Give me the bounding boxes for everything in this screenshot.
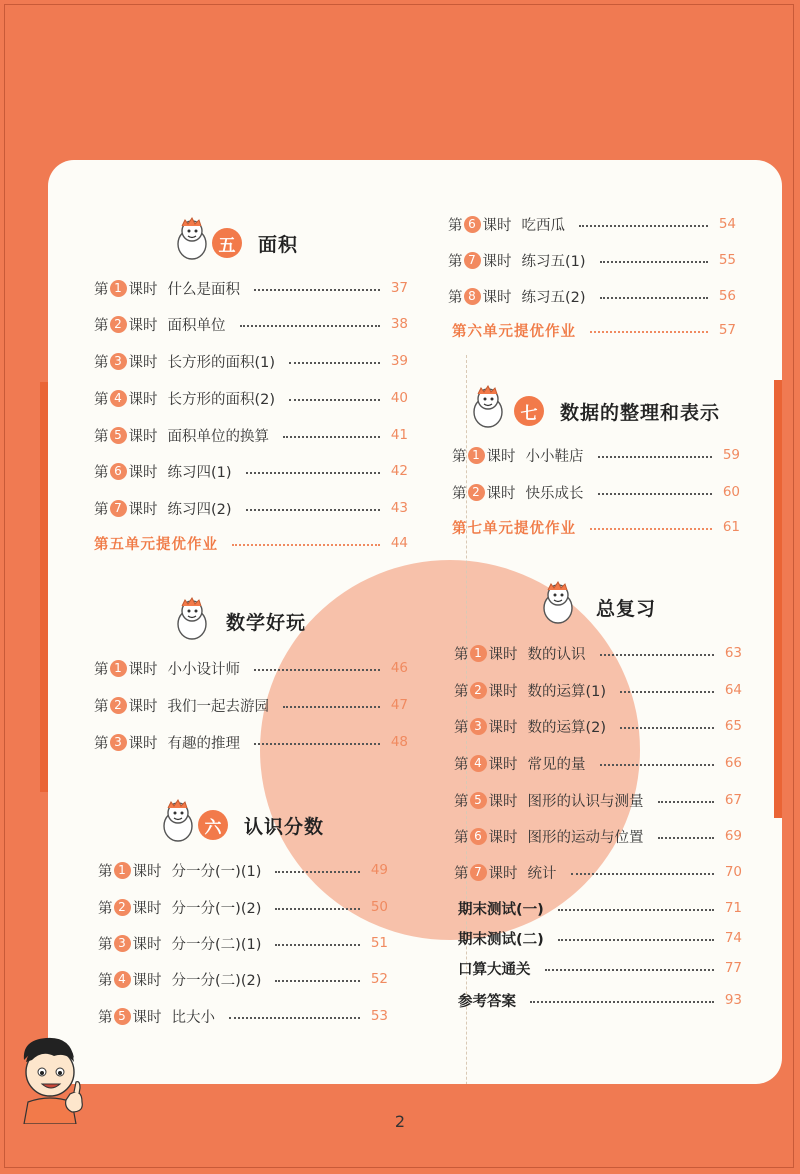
fun-math-header — [226, 608, 306, 635]
lesson-title: 分一分(二)(1) — [171, 936, 262, 953]
leader-dots — [658, 837, 715, 839]
lesson-title: 比大小 — [171, 1009, 215, 1026]
leader-dots — [590, 331, 708, 333]
leader-dots — [246, 472, 380, 474]
toc-item[interactable]: 第 5 课时 图形的认识与测量 67 — [454, 788, 742, 812]
page-ref: 65 — [724, 718, 742, 734]
leader-dots — [598, 456, 713, 458]
page-ref: 61 — [722, 519, 740, 535]
lesson-number: 5 — [114, 1008, 131, 1025]
homework-title: 第六单元提优作业 — [452, 323, 576, 340]
lesson-number: 3 — [114, 935, 131, 952]
leader-dots — [240, 325, 381, 327]
leader-dots — [600, 297, 708, 299]
lesson-title: 练习五(1) — [521, 253, 586, 270]
homework-title: 第七单元提优作业 — [452, 520, 576, 537]
page-ref: 52 — [370, 971, 388, 987]
toc-item[interactable]: 第 3 课时 分一分(二)(1) 51 — [98, 931, 388, 955]
page-ref: 37 — [390, 280, 408, 296]
lesson-number: 8 — [464, 288, 481, 305]
leader-dots — [530, 1001, 714, 1003]
lesson-number: 6 — [464, 216, 481, 233]
page-ref: 51 — [370, 935, 388, 951]
leader-dots — [275, 871, 360, 873]
lesson-number: 7 — [464, 252, 481, 269]
page-ref: 42 — [390, 463, 408, 479]
leader-dots — [254, 743, 380, 745]
lesson-number: 1 — [468, 447, 485, 464]
leader-dots — [600, 261, 708, 263]
page-ref: 69 — [724, 828, 742, 844]
dinosaur-mascot-icon — [170, 596, 214, 642]
leader-dots — [275, 980, 360, 982]
page-ref: 41 — [390, 427, 408, 443]
unit-badge: 六 — [198, 810, 228, 840]
lesson-title: 数的运算(1) — [527, 683, 607, 700]
page-ref: 46 — [390, 660, 408, 676]
lesson-number: 6 — [470, 828, 487, 845]
toc-item[interactable]: 第 4 课时 常见的量 66 — [454, 751, 742, 775]
leader-dots — [246, 509, 380, 511]
leader-dots — [545, 969, 715, 971]
toc-item-unit-homework[interactable] — [94, 531, 408, 555]
lesson-title: 常见的量 — [527, 756, 586, 773]
lesson-title: 分一分(二)(2) — [171, 972, 262, 989]
unit-badge: 五 — [212, 228, 242, 258]
unit-title: 数学好玩 — [226, 612, 307, 634]
lesson-number: 5 — [470, 792, 487, 809]
lesson-number: 4 — [114, 971, 131, 988]
lesson-title: 长方形的面积(1) — [167, 354, 276, 371]
page-ref: 70 — [724, 864, 742, 880]
lesson-title: 统计 — [527, 865, 557, 882]
toc-item-unit-homework[interactable] — [452, 515, 740, 539]
extra-title: 口算大通关 — [458, 961, 531, 978]
leader-dots — [579, 225, 708, 227]
toc-item[interactable]: 第 3 课时 长方形的面积(1) 39 — [94, 349, 408, 373]
leader-dots — [620, 691, 714, 693]
page-ref: 53 — [370, 1008, 388, 1024]
page-ref: 50 — [370, 899, 388, 915]
lesson-number: 3 — [470, 718, 487, 735]
unit-7-header — [514, 396, 720, 426]
lesson-title: 练习四(1) — [167, 464, 232, 481]
toc-item-unit-homework[interactable] — [452, 318, 736, 342]
leader-dots — [229, 1017, 360, 1019]
page-ref: 57 — [718, 322, 736, 338]
toc-item[interactable]: 第 7 课时 练习四(2) 43 — [94, 496, 408, 520]
toc-item[interactable]: 第 5 课时 面积单位的换算 41 — [94, 423, 408, 447]
leader-dots — [558, 939, 714, 941]
leader-dots — [600, 764, 715, 766]
page-ref: 59 — [722, 447, 740, 463]
lesson-title: 面积单位 — [167, 317, 226, 334]
leader-dots — [283, 706, 380, 708]
boy-thumbs-up-icon — [10, 1032, 90, 1124]
lesson-title: 分一分(一)(2) — [171, 900, 262, 917]
page-ref: 49 — [370, 862, 388, 878]
dinosaur-mascot-icon — [170, 216, 214, 262]
leader-dots — [232, 544, 380, 546]
leader-dots — [275, 908, 360, 910]
lesson-title: 数的认识 — [527, 646, 586, 663]
lesson-title: 长方形的面积(2) — [167, 391, 276, 408]
lesson-title: 数的运算(2) — [527, 719, 607, 736]
page-ref: 39 — [390, 353, 408, 369]
lesson-title: 练习五(2) — [521, 289, 586, 306]
toc-item[interactable]: 第 6 课时 吃西瓜 54 — [448, 212, 736, 236]
unit-title: 数据的整理和表示 — [560, 401, 721, 424]
toc-item[interactable]: 第 3 课时 有趣的推理 48 — [94, 730, 408, 754]
lesson-number: 3 — [110, 734, 127, 751]
extra-title: 参考答案 — [458, 993, 516, 1010]
unit-title: 认识分数 — [244, 815, 325, 838]
page-ref: 44 — [390, 535, 408, 551]
lesson-number: 6 — [110, 463, 127, 480]
unit-title: 总复习 — [596, 598, 657, 620]
review-header — [596, 594, 656, 621]
page-ref: 63 — [724, 645, 742, 661]
lesson-title: 有趣的推理 — [167, 735, 240, 752]
lesson-title: 图形的认识与测量 — [527, 793, 644, 810]
toc-item[interactable]: 第 2 课时 分一分(一)(2) 50 — [98, 895, 388, 919]
lesson-title: 分一分(一)(1) — [171, 863, 262, 880]
toc-item[interactable]: 第 1 课时 小小设计师 46 — [94, 656, 408, 680]
dinosaur-mascot-icon — [466, 384, 510, 430]
extra-title: 期末测试(二) — [458, 931, 544, 948]
leader-dots — [620, 727, 714, 729]
leader-dots — [558, 909, 714, 911]
leader-dots — [289, 362, 380, 364]
page-ref: 66 — [724, 755, 742, 771]
toc-item[interactable]: 第 7 课时 练习五(1) 55 — [448, 248, 736, 272]
leader-dots — [275, 944, 360, 946]
leader-dots — [283, 436, 380, 438]
page-ref: 71 — [724, 900, 742, 916]
lesson-number: 7 — [110, 500, 127, 517]
lesson-number: 3 — [110, 353, 127, 370]
right-side-tab — [774, 380, 782, 818]
lesson-number: 5 — [110, 427, 127, 444]
lesson-number: 4 — [470, 755, 487, 772]
lesson-number: 1 — [110, 660, 127, 677]
lesson-title: 小小鞋店 — [525, 448, 584, 465]
unit-6-header — [198, 810, 324, 840]
lesson-title: 小小设计师 — [167, 661, 240, 678]
lesson-title: 我们一起去游园 — [167, 698, 269, 715]
page-ref: 64 — [724, 682, 742, 698]
toc-item[interactable]: 第 6 课时 图形的运动与位置 69 — [454, 824, 742, 848]
page-number: 2 — [394, 1112, 406, 1131]
page-ref: 38 — [390, 316, 408, 332]
toc-item[interactable]: 第 1 课时 数的认识 63 — [454, 641, 742, 665]
page-ref: 56 — [718, 288, 736, 304]
toc-item[interactable]: 第 8 课时 练习五(2) 56 — [448, 284, 736, 308]
lesson-number: 2 — [110, 697, 127, 714]
page-ref: 43 — [390, 500, 408, 516]
leader-dots — [571, 873, 715, 875]
lesson-number: 1 — [110, 280, 127, 297]
unit-title: 面积 — [258, 233, 299, 256]
leader-dots — [600, 654, 715, 656]
lesson-title: 什么是面积 — [167, 281, 240, 298]
lesson-number: 4 — [110, 390, 127, 407]
lesson-number: 1 — [470, 645, 487, 662]
toc-item-oral-arithmetic[interactable] — [458, 956, 742, 980]
lesson-title: 练习四(2) — [167, 501, 232, 518]
page-ref: 67 — [724, 792, 742, 808]
page-ref: 55 — [718, 252, 736, 268]
dinosaur-mascot-icon — [536, 580, 580, 626]
unit-5-header — [212, 228, 298, 258]
extra-title: 期末测试(一) — [458, 901, 544, 918]
page-ref: 74 — [724, 930, 742, 946]
lesson-title: 吃西瓜 — [521, 217, 565, 234]
leader-dots — [590, 528, 712, 530]
toc-item[interactable]: 第 2 课时 我们一起去游园 47 — [94, 693, 408, 717]
lesson-number: 1 — [114, 862, 131, 879]
toc-item[interactable]: 第 7 课时 统计 70 — [454, 860, 742, 884]
toc-item-answers[interactable] — [458, 988, 742, 1012]
dinosaur-mascot-icon — [156, 798, 200, 844]
page-ref: 60 — [722, 484, 740, 500]
lesson-number: 2 — [468, 484, 485, 501]
page-ref: 54 — [718, 216, 736, 232]
toc-item[interactable]: 第 3 课时 数的运算(2) 65 — [454, 714, 742, 738]
toc-item[interactable]: 第 4 课时 分一分(二)(2) 52 — [98, 967, 388, 991]
page-ref: 47 — [390, 697, 408, 713]
toc-card — [48, 160, 782, 1084]
toc-item[interactable]: 第 4 课时 长方形的面积(2) 40 — [94, 386, 408, 410]
toc-item[interactable]: 第 2 课时 面积单位 38 — [94, 312, 408, 336]
leader-dots — [658, 801, 715, 803]
page-ref: 93 — [724, 992, 742, 1008]
toc-item[interactable]: 第 2 课时 数的运算(1) 64 — [454, 678, 742, 702]
leader-dots — [598, 493, 713, 495]
leader-dots — [289, 399, 380, 401]
page-ref: 77 — [724, 960, 742, 976]
lesson-title: 快乐成长 — [525, 485, 584, 502]
lesson-number: 2 — [110, 316, 127, 333]
lesson-title: 图形的运动与位置 — [527, 829, 644, 846]
page-ref: 40 — [390, 390, 408, 406]
toc-item[interactable]: 第 6 课时 练习四(1) 42 — [94, 459, 408, 483]
toc-item[interactable]: 第 1 课时 分一分(一)(1) 49 — [98, 858, 388, 882]
lesson-title: 面积单位的换算 — [167, 428, 269, 445]
left-side-tab — [40, 382, 48, 792]
toc-item-final-test-2[interactable] — [458, 926, 742, 950]
leader-dots — [254, 669, 380, 671]
toc-item[interactable]: 第 1 课时 什么是面积 37 — [94, 276, 408, 300]
page-ref: 48 — [390, 734, 408, 750]
leader-dots — [254, 289, 380, 291]
toc-item[interactable]: 第 5 课时 比大小 53 — [98, 1004, 388, 1028]
lesson-number: 7 — [470, 864, 487, 881]
unit-badge: 七 — [514, 396, 544, 426]
toc-item-final-test-1[interactable] — [458, 896, 742, 920]
toc-item[interactable]: 第 2 课时 快乐成长 60 — [452, 480, 740, 504]
homework-title: 第五单元提优作业 — [94, 536, 218, 553]
lesson-number: 2 — [470, 682, 487, 699]
lesson-number: 2 — [114, 899, 131, 916]
toc-item[interactable]: 第 1 课时 小小鞋店 59 — [452, 443, 740, 467]
